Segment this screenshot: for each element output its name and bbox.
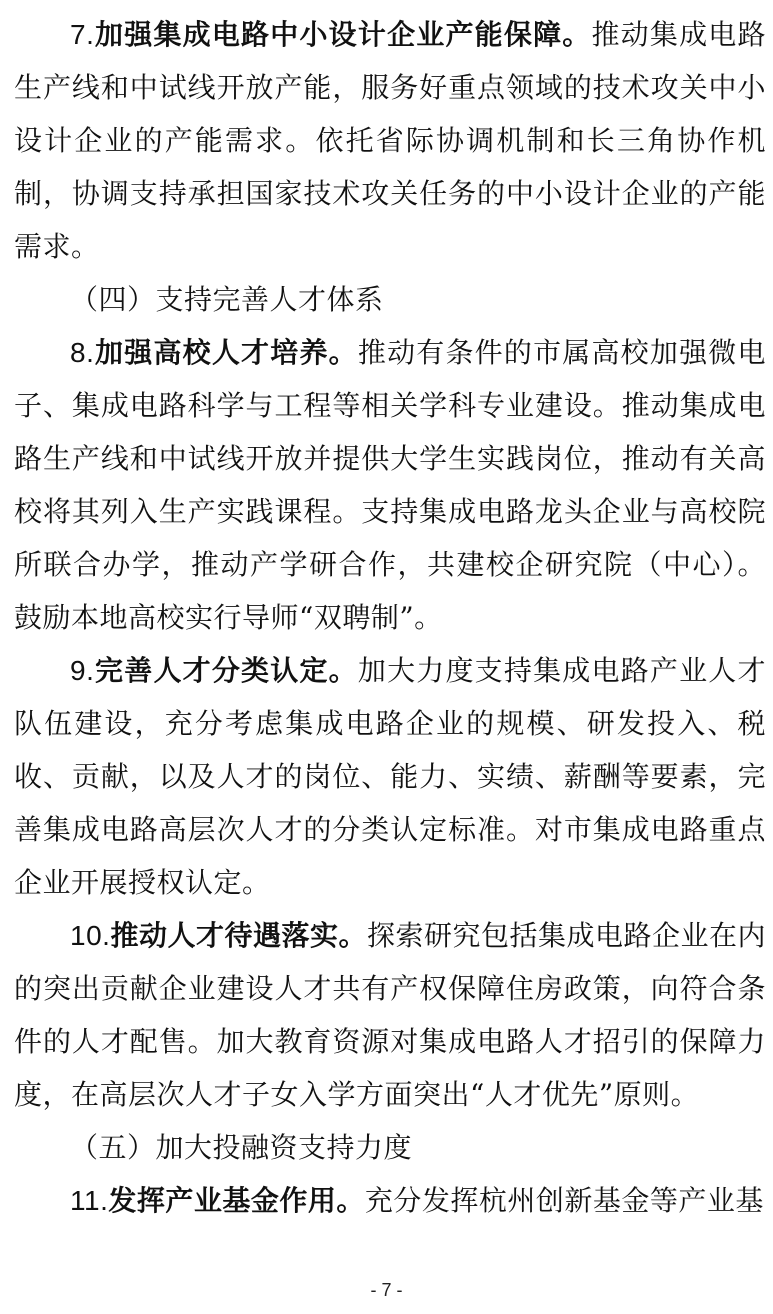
paragraph-8-number: 8. bbox=[70, 337, 95, 368]
paragraph-9-lead bbox=[70, 654, 358, 687]
paragraph-10-title: 推动人才待遇落实。 bbox=[110, 919, 367, 952]
paragraph-8-body: 推动有条件的市属高校加强微电子、集成电路科学与工程等相关学科专业建设。推动集成电路生产线和中试线开放并提供大学生实践岗位，推动有关高校将其列入生产实践课程。支持集成电路龙头企业与高校院所联合办学，推动产学研合作，共建校企研究院（中心）。鼓励本地高校实行导师“双聘制”。 bbox=[14, 336, 766, 634]
paragraph-11-title: 发挥产业基金作用。 bbox=[108, 1184, 365, 1217]
section-heading-4: （四）支持完善人才体系 bbox=[70, 283, 384, 316]
paragraph-9-title: 完善人才分类认定。 bbox=[94, 654, 358, 687]
paragraph-7 bbox=[14, 8, 766, 273]
paragraph-7-lead bbox=[70, 18, 591, 51]
paragraph-9 bbox=[14, 644, 766, 909]
paragraph-11-number: 11. bbox=[70, 1185, 109, 1216]
paragraph-8-lead bbox=[70, 336, 358, 369]
paragraph-10-lead bbox=[70, 919, 367, 952]
paragraph-9-body: 加大力度支持集成电路产业人才队伍建设，充分考虑集成电路企业的规模、研发投入、税收、贡献，以及人才的岗位、能力、实绩、薪酬等要素，完善集成电路高层次人才的分类认定标准。对市集成电路重点企业开展授权认定。 bbox=[14, 654, 766, 899]
paragraph-10 bbox=[14, 909, 766, 1121]
paragraph-11 bbox=[14, 1174, 766, 1227]
paragraph-7-title: 加强集成电路中小设计企业产能保障。 bbox=[94, 18, 592, 51]
document-page bbox=[14, 8, 766, 1227]
page-number: - 7 - bbox=[370, 1280, 403, 1300]
paragraph-8-title: 加强高校人才培养。 bbox=[94, 336, 358, 369]
paragraph-7-number: 7. bbox=[70, 19, 95, 50]
paragraph-10-body: 探索研究包括集成电路企业在内的突出贡献企业建设人才共有产权保障住房政策，向符合条件的人才配售。加大教育资源对集成电路人才招引的保障力度，在高层次人才子女入学方面突出“人才优先”原则。 bbox=[14, 919, 766, 1111]
paragraph-10-number: 10. bbox=[70, 920, 111, 951]
paragraph-11-body: 充分发挥杭州创新基金等产业基 bbox=[364, 1184, 764, 1217]
paragraph-8 bbox=[14, 326, 766, 644]
section-heading-5: （五）加大投融资支持力度 bbox=[70, 1131, 413, 1164]
paragraph-11-lead bbox=[70, 1184, 365, 1217]
paragraph-7-body: 推动集成电路生产线和中试线开放产能，服务好重点领域的技术攻关中小设计企业的产能需求。依托省际协调机制和长三角协作机制，协调支持承担国家技术攻关任务的中小设计企业的产能需求。 bbox=[14, 18, 766, 263]
paragraph-9-number: 9. bbox=[70, 655, 95, 686]
